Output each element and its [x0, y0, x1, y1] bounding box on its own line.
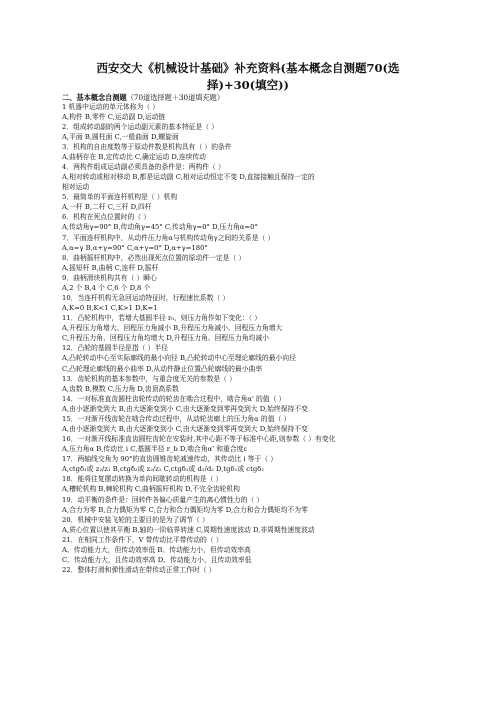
question-line: A,曲柄存在 B,定传动比 C,确定运动 D,连续传动 [62, 152, 206, 161]
question-line: C,凸轮理论廓线的最小曲率 D,从动件静止位置凸轮廓线的最小曲率 [62, 364, 263, 373]
question-line: A,质心位置以使其平衡 B,轴的一阶临界转速 C,周期性速度波动 D,非周期性速度波动 [62, 525, 315, 534]
question-line: A、传动能力大，但传动效率低 B、传动能力小，但传动效率高 [62, 545, 251, 554]
question-line: A,K=0 B,K<1 C,K>1 D,K=1 [62, 304, 158, 313]
question-line: A,相对转动或相对移动 B,都是运动副 C,相对运动恒定不变 D,直接接触且保持一定的 [62, 173, 315, 182]
question-line: A,齿数 B,模数 C,压力角 D,齿顶高系数 [62, 384, 179, 393]
question-line: A,α=γ B,α+γ=90° C,α+γ=0° D,α+γ=180° [62, 243, 208, 252]
question-line: 16．一对渐开线标准直齿圆柱齿轮在安装时,其中心距不等于标准中心距,则参数（ ）有变化 [62, 435, 336, 444]
title-line-1: 西安交大《机械设计基础》补充资料(基本概念自测题70(选 [96, 61, 400, 75]
question-line: A,槽轮机构 B,棘轮机构 C,曲柄摇杆机构 D,不完全齿轮机构 [62, 485, 240, 494]
title-line-2: 择)+30(填空)) [207, 78, 289, 92]
question-line: 12．凸轮的基圆半径是指（ ）半径 [62, 344, 168, 353]
question-line: 6．机构在死点位置时的（ ） [62, 213, 151, 222]
question-line: A,升程压力角增大、回程压力角减小 B,升程压力角减小、回程压力角增大 [62, 324, 283, 333]
question-line: 13．齿轮机构的基本参数中，与重合度无关的参数是（ ） [62, 374, 236, 383]
section-heading-note: （70道选择题＋30道填充题） [126, 93, 225, 102]
question-line: 22．整体打滑和弹性滑动在带传动正常工作时（ ） [62, 566, 216, 575]
question-line: 10．当连杆机构无急回运动特征时，行程速比系数（ ） [62, 293, 230, 302]
question-line: 14．一对标准直齿圆柱齿轮传动的轮齿在啮合过程中，啮合角α' 的值（ ） [62, 394, 286, 403]
question-line: 2．组成转动副的两个运动副元素的基本特征是（ ） [62, 122, 219, 131]
question-line: A,凸轮转动中心至实际廓线的最小向径 B,凸轮转动中心至理论廓线的最小向径 [62, 354, 296, 363]
question-line: A,摇短杆 B,曲柄 C,连杆 D,摇杆 [62, 263, 159, 272]
question-line: 1 机器中运动的单元体称为（ ） [62, 102, 160, 111]
question-list [62, 102, 454, 576]
question-line: A,构件 B,零件 C,运动副 D,运动链 [62, 112, 166, 121]
question-line: A,平面 B,圆柱面 C,一般曲面 D,螺旋面 [62, 132, 179, 141]
question-line: 19．动平衡的条件是：回转件各偏心质量产生的离心惯性力的（ ） [62, 495, 264, 504]
question-line: 相对运动 [62, 183, 90, 192]
question-line: A,一杆 B,二杆 C,三杆 D,四杆 [62, 203, 152, 212]
question-line: 11．凸轮机构中，若增大基圆半径 r₀，则压力角作如下变化：（ ） [62, 314, 262, 323]
question-line: A,由小逐渐变到大 B,由大逐渐变到小 C,由大逐渐变到零再变到大 D,始终保持不变 [62, 404, 308, 413]
question-line: A,ctgδ₁或 z₂/z₁ B,ctgδ₂或 z₂/z₁ C,ctgδ₁或 d₁/d₂ D,tgδ₁或 ctgδ₂ [62, 465, 264, 474]
section-heading-text: 二、基本概念自测题 [62, 93, 127, 102]
question-line: 21．在相同工作条件下，V 带传动比平带传动的（ ） [62, 535, 223, 544]
question-line: 8．曲柄摇杆机构中，必然出现死点位置的原动件一定是（ ） [62, 253, 246, 262]
question-line: 7．平面连杆机构中，从动件压力角α与机构传动角γ之间的关系是（ ） [62, 233, 275, 242]
question-line: 9．曲柄滑块机构共有（ ）瞬心 [62, 273, 157, 282]
question-line: 4．两构件组成运动副必须具备的条件是：两构件（ ） [62, 162, 225, 171]
question-line: A,传动角γ=90° B,传动角γ=45° C,传动角γ=0° D,压力角α=0° [62, 223, 258, 232]
question-line: A,合力为零 B,合力偶矩为零 C,合力和合力偶矩均为零 D,合力和合力偶矩均不为零 [62, 505, 308, 514]
question-line: C,升程压力角、回程压力角均增大 D,升程压力角、回程压力角均减小 [62, 334, 269, 343]
question-line: A,2 个 B,4 个 C,6 个 D,8 个 [62, 283, 151, 292]
question-line: A,压力角α B,传动比 i C,基圆半径 r_b D,啮合角α' 和重合度ε [62, 445, 247, 454]
question-line: 5．最简单的平面连杆机构是（ ）机构 [62, 193, 178, 202]
question-line: 15．一对渐开线齿轮在啮合传动过程中，从动轮齿廓上的压力角α 的值（ ） [62, 414, 291, 423]
question-line: 17．两轴线交角为 90°的直齿圆锥齿轮减速传动，其传动比 i 等于（ ） [62, 455, 278, 464]
document-title [60, 60, 436, 94]
question-line: C、传动能力大，且传动效率高 D、传动能力小，且传动效率低 [62, 556, 252, 565]
question-line: 18．能将往复摆动转换为单向间歇转动的机构是（ ） [62, 475, 223, 484]
question-line: 3．机构的自由度数等于原动件数是机构具有（ ）的条件 [62, 142, 232, 151]
question-line: 20．机械中安装飞轮的主要目的是为了调节（ ） [62, 515, 209, 524]
question-line: A,由小逐渐变到大 B,由大逐渐变到小 C,由大逐渐变到零再变到大 D,始终保持不变 [62, 425, 308, 433]
